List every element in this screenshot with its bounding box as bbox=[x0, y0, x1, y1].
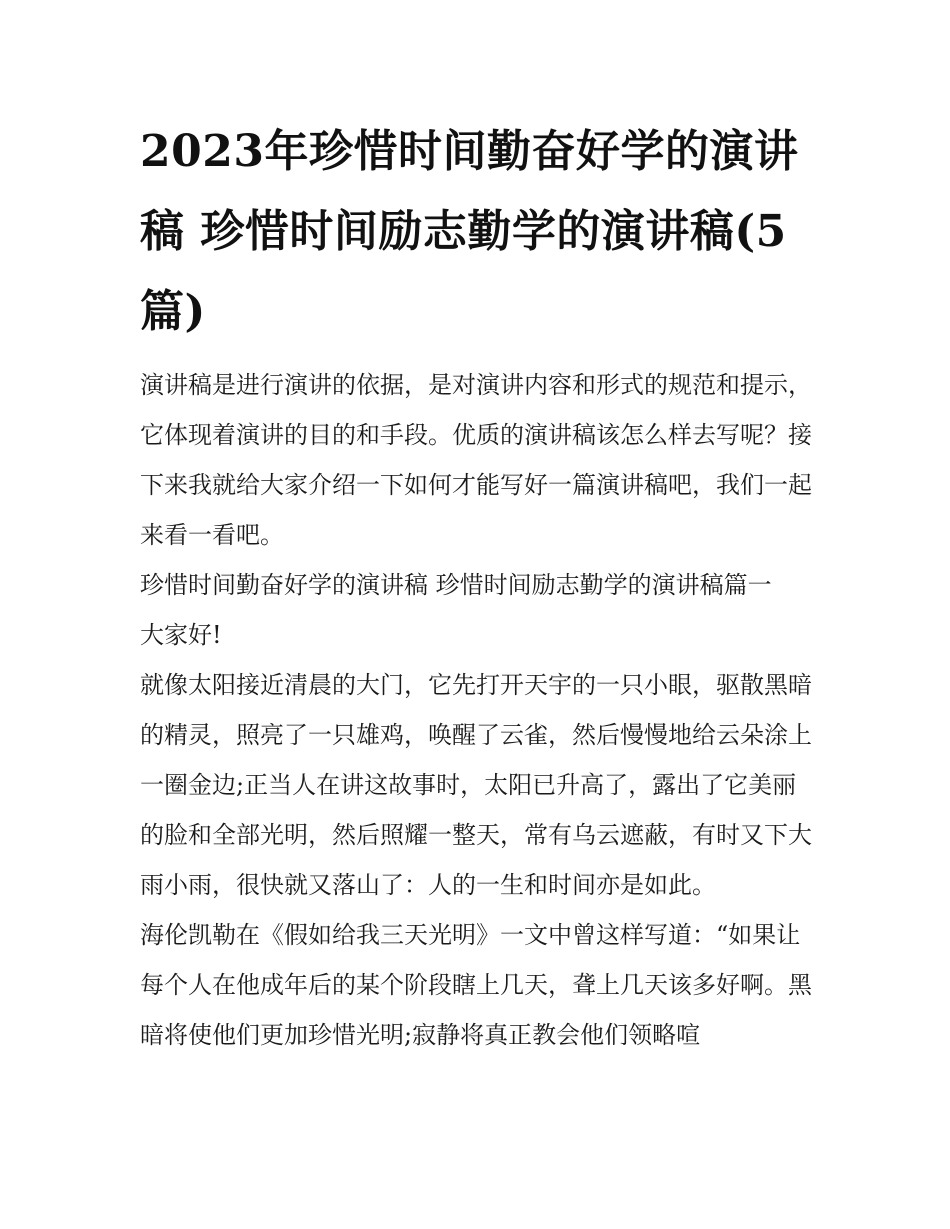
section-heading: 珍惜时间勤奋好学的演讲稿 珍惜时间励志勤学的演讲稿篇一 bbox=[140, 571, 772, 599]
document-content bbox=[140, 112, 812, 1060]
document-title: 2023年珍惜时间勤奋好学的演讲稿 珍惜时间励志勤学的演讲稿(5篇) bbox=[140, 126, 799, 337]
body-paragraph: 海伦凯勒在《假如给我三天光明》一文中曾这样写道：“如果让每个人在他成年后的某个阶段瞎上几天，聋上几天该多好啊。黑暗将使他们更加珍惜光明;寂静将真正教会他们领略喧 bbox=[140, 921, 812, 1049]
greeting-paragraph: 大家好! bbox=[140, 621, 222, 649]
body-paragraph: 就像太阳接近清晨的大门，它先打开天宇的一只小眼，驱散黑暗的精灵，照亮了一只雄鸡，唤醒了云雀，然后慢慢地给云朵涂上一圈金边;正当人在讲这故事时，太阳已升高了，露出了它美丽的脸和全部光明，然后照耀一整天，常有乌云遮蔽，有时又下大雨小雨，很快就又落山了：人的一生和时间亦是如此。 bbox=[140, 671, 812, 899]
intro-paragraph: 演讲稿是进行演讲的依据，是对演讲内容和形式的规范和提示，它体现着演讲的目的和手段。优质的演讲稿该怎么样去写呢？接下来我就给大家介绍一下如何才能写好一篇演讲稿吧，我们一起来看一看吧。 bbox=[140, 371, 812, 549]
